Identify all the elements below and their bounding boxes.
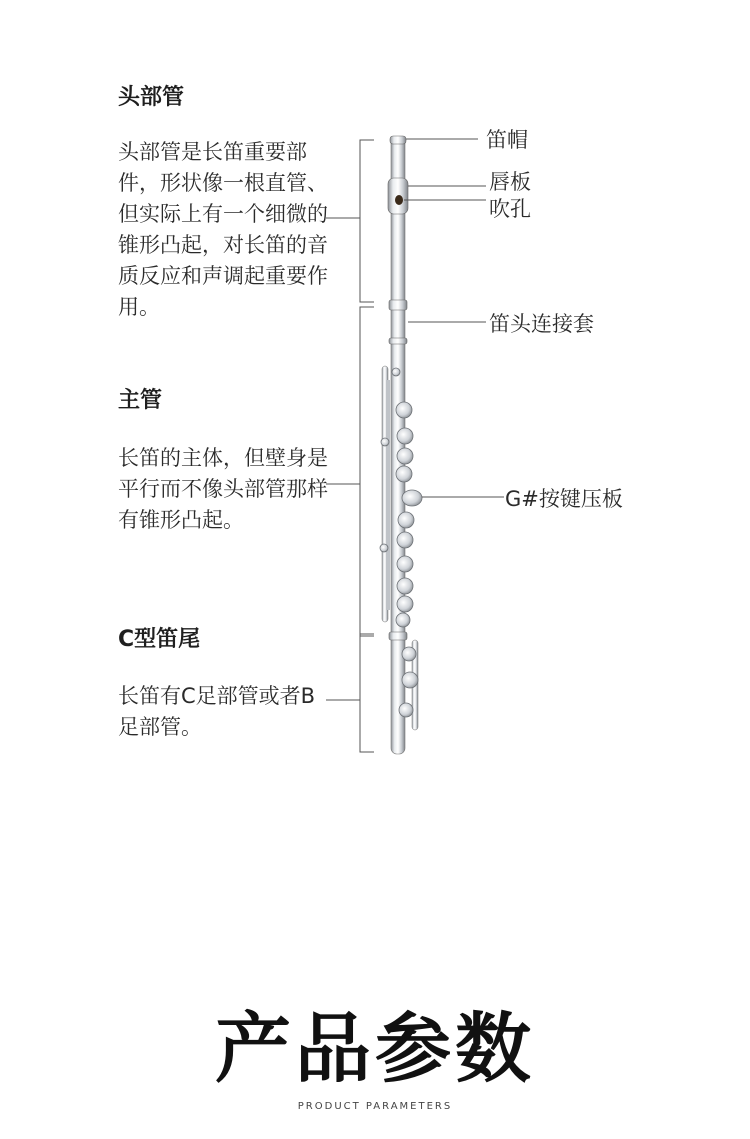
flute-body xyxy=(388,136,408,754)
callout-gsharp-key: G#按键压板 xyxy=(505,487,623,511)
callout-cap: 笛帽 xyxy=(486,128,528,152)
callout-lip-plate: 唇板 xyxy=(489,170,531,194)
product-parameters-title: 产品参数 xyxy=(215,1004,535,1093)
headjoint-description: 头部管是长笛重要部件，形状像一根直管、但实际上有一个细微的锥形凸起，对长笛的音质反应和声调起重要作用。 xyxy=(118,140,328,319)
section-brackets xyxy=(326,140,374,752)
gsharp-key-shape xyxy=(402,490,422,506)
footjoint-description: 长笛有C足部管或者B足部管。 xyxy=(118,684,316,739)
headjoint-bracket xyxy=(360,140,374,302)
cap-shape xyxy=(390,136,406,144)
body-title: 主管 xyxy=(118,388,163,413)
headjoint-title: 头部管 xyxy=(118,85,185,110)
callout-embouchure-hole: 吹孔 xyxy=(489,197,531,221)
callout-tenon: 笛头连接套 xyxy=(489,312,594,336)
embouchure-hole-shape xyxy=(395,195,403,205)
tenon-ring xyxy=(389,300,407,310)
footjoint-bracket xyxy=(360,634,374,752)
body-bracket xyxy=(360,307,374,636)
body-description: 长笛的主体，但壁身是平行而不像头部管那样有锥形凸起。 xyxy=(118,446,328,532)
footjoint-title: C型笛尾 xyxy=(118,627,201,652)
product-parameters-subtitle: PRODUCT PARAMETERS xyxy=(297,1101,453,1112)
